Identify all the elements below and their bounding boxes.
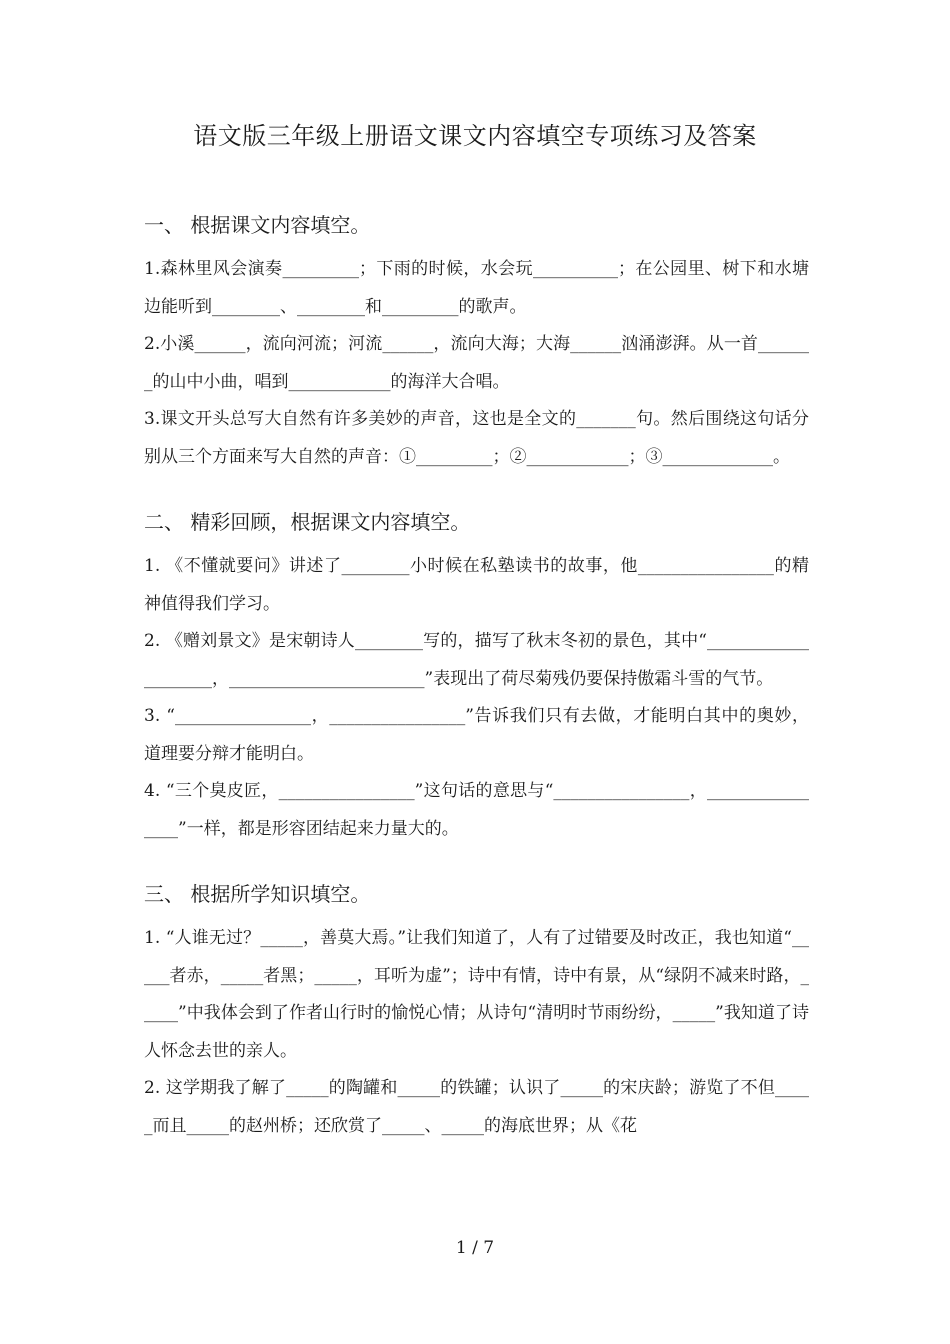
section-heading: 三、 根据所学知识填空。: [144, 882, 371, 906]
question-item: 1. “人谁无过？_____，善莫大焉。”让我们知道了，人有了过错要及时改正，我也知道“_____者赤，_____者黑；_____，耳听为虚”；诗中有情，诗中有景，从“绿阴不减来时路，_____”中我体会到了作者山行时的愉悦心情；从诗句“清明时节雨纷纷，_____”我知道了诗人怀念去世的亲人。: [144, 928, 809, 1061]
question-item: 1. 《不懂就要问》讲述了________小时候在私塾读书的故事，他________________的精神值得我们学习。: [144, 556, 809, 614]
question-item: 4. “三个臭皮匠，________________”这句话的意思与“________________，________________”一样，都是形容团结起来力量大的。: [144, 781, 809, 839]
section-heading: 二、 精彩回顾，根据课文内容填空。: [144, 510, 471, 534]
question-item: 2. 《赠刘景文》是宋朝诗人________写的，描写了秋末冬初的景色，其中“____________________，_______________________”表现出了荷尽菊残仍要保持傲霜斗雪的气节。: [144, 631, 809, 689]
document-title: 语文版三年级上册语文课文内容填空专项练习及答案: [193, 122, 757, 150]
question-item: 3. “________________，________________”告诉我们只有去做，才能明白其中的奥妙，道理要分辩才能明白。: [144, 706, 809, 764]
question-item: 2. 这学期我了解了_____的陶罐和_____的铁罐；认识了_____的宋庆龄；游览了不但_____而且_____的赵州桥；还欣赏了_____、_____的海底世界；从《花: [144, 1078, 809, 1136]
question-item: 3.课文开头总写大自然有许多美妙的声音，这也是全文的_______句。然后围绕这句话分别从三个方面来写大自然的声音：①_________；②____________；③_____________。: [144, 409, 809, 467]
section-3: [144, 874, 809, 1145]
question-item: 1.森林里风会演奏_________；下雨的时候，水会玩__________；在公园里、树下和水塘边能听到________、________和_________的歌声。: [144, 259, 809, 317]
question-item: 2.小溪______，流向河流；河流______，流向大海；大海______汹涌澎湃。从一首_______的山中小曲，唱到____________的海洋大合唱。: [144, 334, 809, 392]
document-body: [144, 205, 809, 1145]
section-2: [144, 502, 809, 848]
page-number: 1 / 7: [455, 1238, 495, 1258]
section-1: [144, 205, 809, 476]
section-heading: 一、 根据课文内容填空。: [144, 213, 371, 237]
